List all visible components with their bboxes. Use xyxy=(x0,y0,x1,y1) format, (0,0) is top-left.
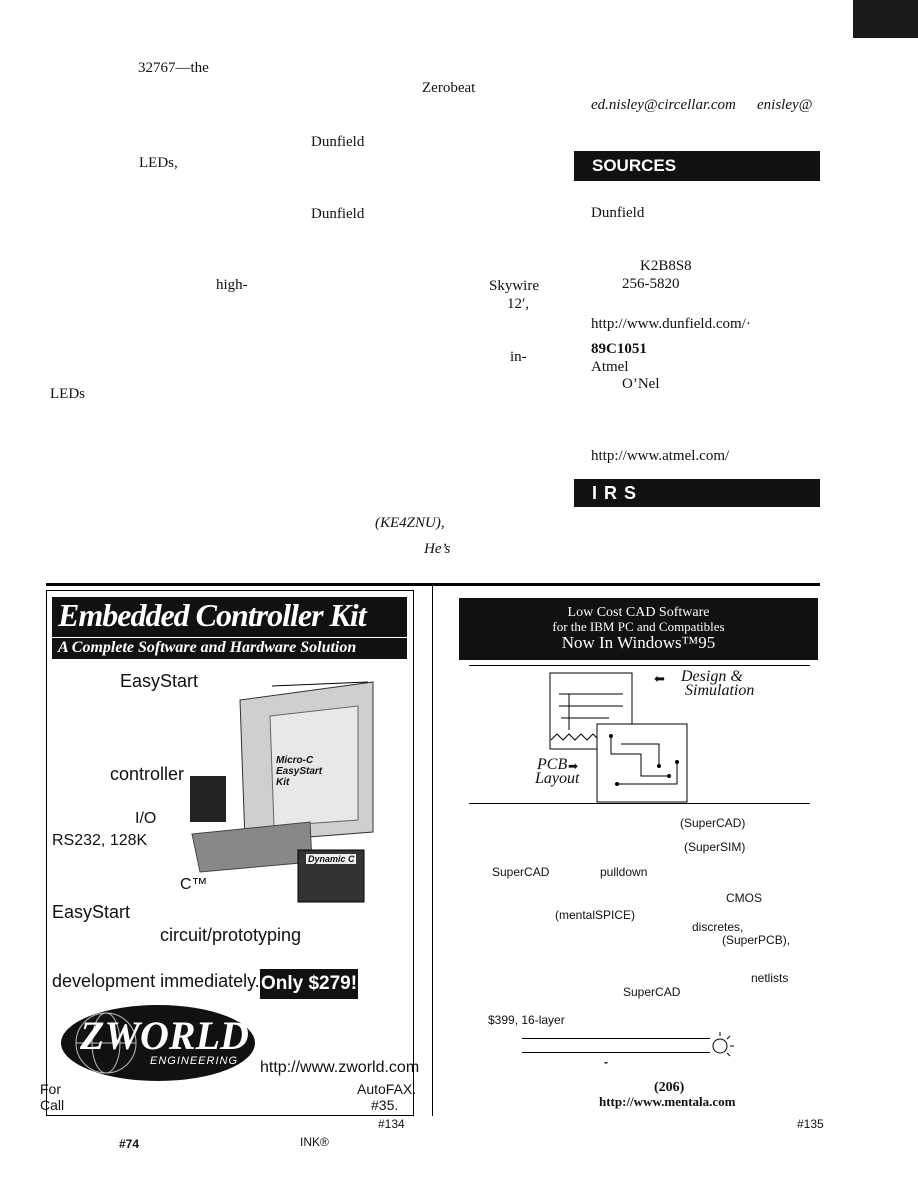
article-text: (KE4ZNU), xyxy=(375,515,445,531)
source-url[interactable]: http://www.atmel.com/ xyxy=(591,448,730,464)
pcb-pad xyxy=(675,760,679,764)
logo-rule xyxy=(522,1038,710,1039)
author-email[interactable]: enisley@ xyxy=(757,97,813,113)
cad-banner-line: Low Cost CAD Software xyxy=(567,605,710,620)
article-text: LEDs xyxy=(50,386,85,402)
cad-text: discretes, xyxy=(692,920,744,934)
lightbulb-icon xyxy=(706,1030,742,1062)
article-text: 32767—the xyxy=(138,60,209,76)
cad-phone: (206) xyxy=(654,1080,685,1095)
zworld-footer: #35. xyxy=(371,1097,399,1113)
pcb-pad xyxy=(609,734,613,738)
cad-text: pulldown xyxy=(600,865,648,879)
source-url[interactable]: http://www.dunfield.com/· xyxy=(591,316,751,332)
source-line: Dunfield xyxy=(591,205,645,221)
simulation-label: Simulation xyxy=(685,682,755,699)
cad-text: netlists xyxy=(751,971,789,985)
author-email[interactable]: ed.nisley@circellar.com xyxy=(591,97,736,113)
article-text: Skywire xyxy=(489,278,539,294)
layout-label: Layout xyxy=(535,770,580,787)
cad-banner xyxy=(459,598,818,660)
article-text: 12′, xyxy=(507,296,530,312)
page-number: #74 xyxy=(119,1137,140,1151)
cad-text: SuperCAD xyxy=(623,985,681,999)
cad-rule-top xyxy=(469,665,810,666)
zworld-line: controller xyxy=(110,764,185,784)
article-text: Dunfield xyxy=(311,134,365,150)
pcb-pad xyxy=(667,774,671,778)
irs-heading: I R S xyxy=(574,479,820,507)
arrow-right-icon: ➡ xyxy=(568,759,579,773)
logo-rule xyxy=(522,1052,710,1053)
pcb-pad xyxy=(615,782,619,786)
zworld-footer: AutoFAX. xyxy=(357,1081,417,1097)
reader-service-number: #134 xyxy=(378,1117,405,1131)
article-text: Zerobeat xyxy=(422,80,476,96)
disk-label: Dynamic C xyxy=(308,854,355,864)
zworld-logo-sub: ENGINEERING xyxy=(150,1055,239,1067)
zworld-subhead: A Complete Software and Hardware Solution xyxy=(58,639,357,656)
cad-banner-line: Now In Windows™95 xyxy=(561,633,716,652)
article-text: in- xyxy=(510,349,527,365)
zworld-footer: Call xyxy=(40,1097,65,1113)
bulb-ray xyxy=(727,1036,730,1039)
power-adapter xyxy=(190,776,226,822)
source-line: 89C1051 xyxy=(591,341,647,357)
zworld-line: RS232, 128K xyxy=(52,832,148,849)
price-badge: Only $279! xyxy=(260,969,358,999)
column-divider xyxy=(432,586,433,1116)
article-text: Dunfield xyxy=(311,206,365,222)
bulb-ray xyxy=(727,1053,730,1056)
reader-service-number: #135 xyxy=(797,1117,824,1131)
pcb-label: PCB xyxy=(537,756,568,773)
banner-rule xyxy=(52,637,407,638)
cad-text: CMOS xyxy=(726,891,762,905)
magazine-name: INK® xyxy=(300,1135,329,1149)
zworld-footer: For xyxy=(40,1081,61,1097)
article-text: high- xyxy=(216,277,248,293)
kit-illustration xyxy=(190,672,390,904)
design-label: Design & xyxy=(681,668,743,685)
cad-text: (SuperSIM) xyxy=(684,840,746,854)
cad-banner-line: for the IBM PC and Compatibles xyxy=(552,619,725,634)
zworld-headline: Embedded Controller Kit xyxy=(58,597,366,633)
zworld-url[interactable]: http://www.zworld.com xyxy=(260,1059,420,1076)
source-line: K2B8S8 xyxy=(640,258,692,274)
zworld-line: C™ xyxy=(180,876,208,893)
bulb-glass xyxy=(713,1039,727,1053)
corner-tab xyxy=(853,0,918,38)
zworld-line: EasyStart xyxy=(120,671,199,691)
zworld-line: EasyStart xyxy=(52,902,131,922)
cad-text: (mentalSPICE) xyxy=(555,908,636,922)
kit-box-label: Micro-C EasyStart Kit xyxy=(276,755,323,788)
source-line: 256-5820 xyxy=(622,276,680,292)
arrow-left-icon: ⬅ xyxy=(654,671,665,686)
article-text: LEDs, xyxy=(139,155,178,171)
sources-heading: SOURCES xyxy=(574,151,820,181)
zworld-banner xyxy=(52,597,407,659)
zworld-line: development immediately. xyxy=(52,971,260,991)
source-line: Atmel xyxy=(591,359,629,375)
pcb-pad xyxy=(657,764,661,768)
source-line: O’Nel xyxy=(622,376,660,392)
zworld-logo-text: ZWORLD xyxy=(80,1013,249,1058)
zworld-line: circuit/prototyping xyxy=(160,925,302,945)
zworld-line: I/O xyxy=(135,810,157,827)
kit-board xyxy=(192,822,312,872)
cad-text: (SuperCAD) xyxy=(680,816,746,830)
cad-text: - xyxy=(604,1055,608,1069)
cad-text: $399, 16-layer xyxy=(488,1013,565,1027)
ad-divider xyxy=(46,583,820,586)
cad-rule-bottom xyxy=(469,803,810,804)
cad-text: (SuperPCB), xyxy=(722,933,791,947)
cad-text: SuperCAD xyxy=(492,865,550,879)
article-text: He’s xyxy=(424,541,451,557)
cad-url[interactable]: http://www.mentala.com xyxy=(599,1094,736,1109)
